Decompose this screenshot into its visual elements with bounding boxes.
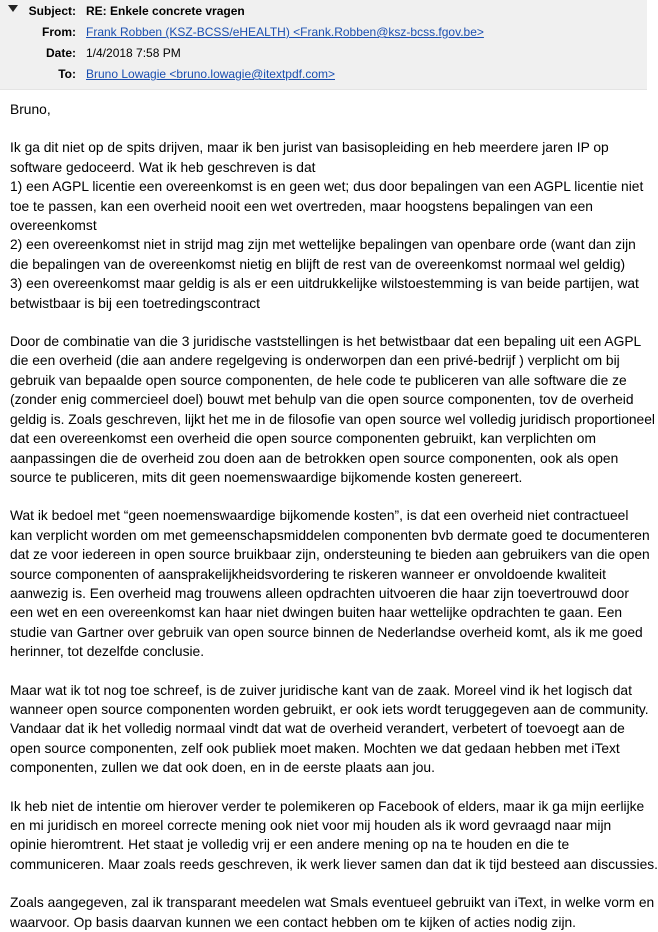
body-line: open source componenten, zelf ook publiek moet maken. Mochten we dat gedaan hebben met iText xyxy=(10,740,620,756)
body-line: 2) een overeenkomst niet in strijd mag zijn met wettelijke bepalingen van openbare orde (want dan zijn xyxy=(10,237,636,253)
date-row xyxy=(0,44,181,62)
body-line: source componenten of aansprakelijkheidsvordering te riskeren wanneer er onvoldoende kwaliteit xyxy=(10,566,606,582)
date-value: 1/4/2018 7:58 PM xyxy=(86,46,181,60)
from-row xyxy=(0,23,484,41)
body-line: geldig is. Zoals geschreven, lijkt het me in de filosofie van open source wel volledig juridisch proportioneel xyxy=(10,411,655,427)
body-line: herinner, tot dezelfde conclusie. xyxy=(10,644,205,660)
subject-row xyxy=(0,2,245,20)
from-label: From: xyxy=(42,25,76,39)
body-line: Ik ga dit niet op de spits drijven, maar ik ben jurist van basisopleiding en heb meerdere jaren IP op xyxy=(10,140,609,156)
body-line: wanneer open source componenten worden gebruikt, er ook iets wordt teruggegeven aan de community. xyxy=(10,701,649,717)
body-line: dat een overeenkomst een overheid die open source componenten gebruikt, kan verplichten om xyxy=(10,431,596,447)
body-line: die een overheid (die aan andere regelgeving is onderworpen dan een privé-bedrijf ) verplicht om bij xyxy=(10,353,620,369)
message-body xyxy=(0,90,658,932)
paragraph-2 xyxy=(10,332,655,487)
paragraph-5 xyxy=(10,797,658,875)
body-line: 3) een overeenkomst maar geldig is als er een uitdrukkelijke wilstoestemming is van beide partijen, wat xyxy=(10,276,639,292)
body-line: dat ze voor iedereen in open source bruikbaar zijn, ondersteuning te bieden aan gebruikers van die open xyxy=(10,547,650,563)
body-line: gebruik van bepaalde open source componenten, de hele code te publiceren van alle software die ze xyxy=(10,372,627,388)
body-line: communiceren. Maar zoals reeds geschreven, ik werk liever samen dan dat ik tijd besteed aan discussies. xyxy=(10,856,658,872)
body-line: waarvoor. Op basis daarvan kunnen we een contact hebben om te kijken of acties nodig zijn. xyxy=(10,914,577,930)
body-line: en mi juridisch en moreel correcte mening ook niet voor mij houden als ik word gevraagd naar mijn xyxy=(10,818,612,833)
paragraph-6 xyxy=(10,893,655,932)
body-line: aanwezig is. Een overheid mag trouwens alleen opdrachten uitvoeren die haar zijn toevertrouwd door xyxy=(10,585,629,601)
paragraph-4 xyxy=(10,681,649,778)
body-line: software gedoceerd. Wat ik heb geschreven is dat xyxy=(10,159,316,175)
paragraph-3 xyxy=(10,506,650,661)
body-line: betwistbaar is bij een toetredingscontract xyxy=(10,295,261,311)
body-line: die bepalingen van de overeenkomst nietig en blijft de rest van de overeenkomst normaal wel geldig) xyxy=(10,256,626,272)
body-line: opinie hieromtrent. Het staat je volledig vrij er een andere mening op na te houden en die te xyxy=(10,837,570,853)
body-line: Maar wat ik tot nog toe schreef, is de zuiver juridische kant van de zaak. Moreel vind ik het logisch dat xyxy=(10,682,632,698)
date-label: Date: xyxy=(45,46,76,60)
body-line: Door de combinatie van die 3 juridische vaststellingen is het betwistbaar dat een bepaling uit een AGPL xyxy=(10,334,642,350)
body-line: Zoals aangegeven, zal ik transparant meedelen wat Smals eventueel gebruikt van iText, in welke vorm en xyxy=(10,895,655,911)
body-line: studie van Gartner over gebruik van open source binnen de Nederlandse overheid komt, als ik me goed xyxy=(10,624,643,640)
body-line: Ik heb niet de intentie om hierover verder te polemikeren op Facebook of elders, maar ik ga mijn eerlijke xyxy=(10,798,645,814)
body-line: 1) een AGPL licentie een overeenkomst is en geen wet; dus door bepalingen van een AGPL licentie niet xyxy=(10,179,644,195)
from-link[interactable]: Frank Robben (KSZ-BCSS/eHEALTH) <Frank.Robben@ksz-bcss.fgov.be> xyxy=(86,25,484,39)
body-line: Vandaar dat ik het volledig normaal vindt dat wat de overheid verandert, verbetert of toevoegt aan de xyxy=(10,721,625,737)
body-line: (zonder enig commercieel doel) bouwt met behulp van die open source componenten, tov de overheid xyxy=(10,392,634,408)
body-line: Wat ik bedoel met “geen noemenswaardige bijkomende kosten”, is dat een overheid niet contractueel xyxy=(10,508,629,524)
to-row xyxy=(0,65,335,83)
body-line: componenten, zullen we dat ook doen, en in de eerste plaats aan jou. xyxy=(10,760,435,776)
greeting: Bruno, xyxy=(10,102,51,117)
to-link[interactable]: Bruno Lowagie <bruno.lowagie@itextpdf.com> xyxy=(86,67,335,81)
to-label: To: xyxy=(58,67,76,81)
body-line: kan verplicht worden om met gemeenschapsmiddelen componenten bvb dermate goed te documenteren xyxy=(10,527,650,543)
paragraph-1 xyxy=(10,138,644,313)
subject-value: RE: Enkele concrete vragen xyxy=(86,4,245,18)
body-line: toe te passen, kan een overheid nooit een wet overtreden, maar hoogstens bepalingen van een xyxy=(10,198,593,214)
body-line: aanpassingen die de overheid zou doen aan de betrokken open source componenten, ook als open xyxy=(10,450,619,466)
body-line: overeenkomst xyxy=(10,218,97,234)
body-line: een wet en een overeenkomst kan haar niet dwingen buiten haar wettelijke opdrachten te gaan. Een xyxy=(10,605,623,621)
body-line: source te publiceren, mits dit geen noemenswaardige bijkomende kosten genereert. xyxy=(10,469,523,485)
message-header xyxy=(0,0,647,90)
subject-label: Subject: xyxy=(28,4,76,18)
